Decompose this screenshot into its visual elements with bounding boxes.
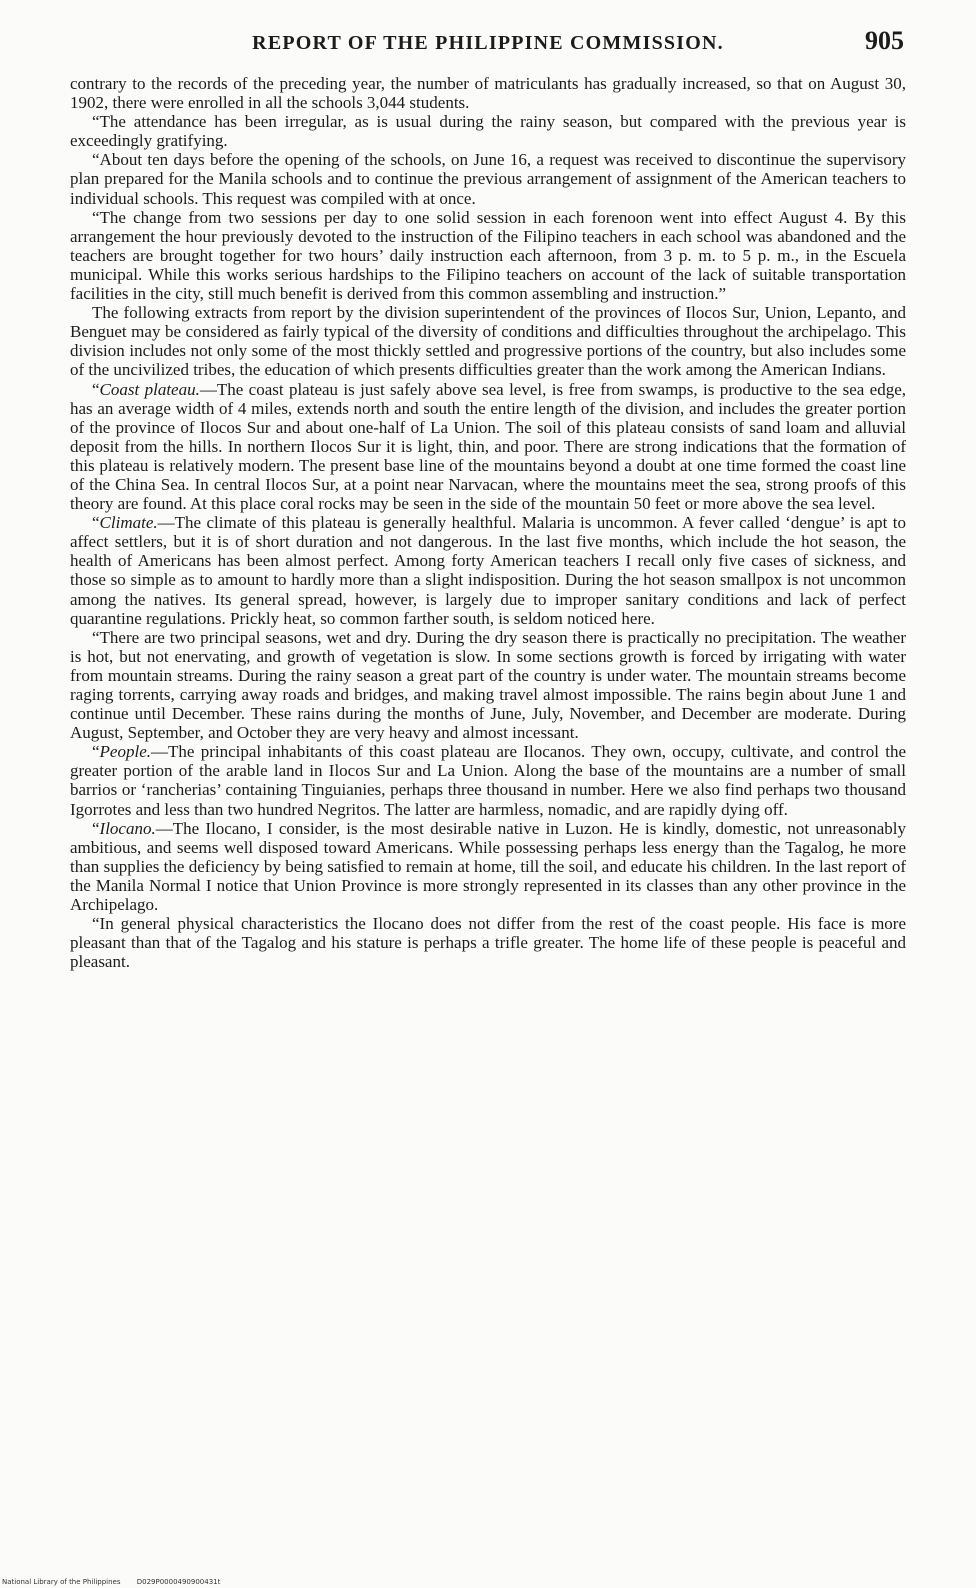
paragraph-people: “People.—The principal inhabitants of this coast plateau are Ilocanos. They own, occupy, cultivate, and control the greater portion of the arable land in Ilocos Sur and La Union. Along the base of the mountains are a number of small barrios or ‘rancherias’ containing Tinguianies, perhaps three thousand in number. Here we also find perhaps two thousand Igorrotes and less than two hundred Negritos. The latter are harmless, nomadic, and are rapidly dying off. xyxy=(70,742,906,819)
paragraph-ilocano: “Ilocano.—The Ilocano, I consider, is the most desirable native in Luzon. He is kindly, domestic, not unreasonably ambitious, and seems well disposed toward Americans. While possessing perhaps less energy than the Tagalog, he more than supplies the deficiency by being satisfied to remain at home, till the soil, and educate his children. In the last report of the Manila Normal I notice that Union Province is more strongly represented in its classes than any other province in the Archipelago. xyxy=(70,818,906,915)
section-heading-people: People. xyxy=(99,742,151,762)
running-title: REPORT OF THE PHILIPPINE COMMISSION. xyxy=(252,32,724,54)
paragraph-coast-plateau: “Coast plateau.—The coast plateau is just safely above sea level, is free from swamps, is productive to the sea edge, has an average width of 4 miles, extends north and south the entire length of the division, and includes the greater portion of the province of Ilocos Sur and about one-half of La Union. The soil of this plateau consists of sand loam and alluvial deposit from the hills. In northern Ilocos Sur it is light, thin, and poor. There are strong indications that the formation of this plateau is relatively modern. The present base line of the mountains beyond a doubt at one time formed the coast line of the China Sea. In central Ilocos Sur, at a point near Narvacan, where the mountains meet the sea, strong proofs of this theory are found. At this place coral rocks may be seen in the side of the mountain 50 feet or more above the sea level. xyxy=(70,379,906,514)
footer-id: D029P0000490900431t xyxy=(136,1578,221,1586)
paragraph-5: The following extracts from report by the division superintendent of the provinces of Ilocos Sur, Union, Lepanto, and Benguet may be considered as fairly typical of the diversity of conditions and difficulties throughout the archipelago. This division includes not only some of the most thickly settled and progressive portions of the country, but also includes some of the uncivilized tribes, the education of which presents difficulties greater than the work among the American Indians. xyxy=(70,303,906,380)
paragraph-2: “The attendance has been irregular, as is usual during the rainy season, but compared with the previous year is exceedingly gratifying. xyxy=(70,112,906,151)
section-heading-climate: Climate. xyxy=(99,513,158,533)
paragraph-1: contrary to the records of the preceding year, the number of matriculants has gradually increased, so that on August 30, 1902, there were enrolled in all the schools 3,044 students. xyxy=(70,74,906,113)
paragraph-4: “The change from two sessions per day to one solid session in each forenoon went into effect August 4. By this arrangement the hour previously devoted to the instruction of the Filipino teachers in each school was abandoned and the teachers are brought together for two hours’ daily instruction each afternoon, from 3 p. m. to 5 p. m., in the Escuela municipal. While this works serious hardships to the Filipino teachers on account of the lack of suitable transportation facilities in the city, still much benefit is derived from this common assembling and instruction.” xyxy=(70,207,906,304)
paragraph-climate: “Climate.—The climate of this plateau is generally healthful. Malaria is uncommon. A fever called ‘dengue’ is apt to affect settlers, but it is of short duration and not dangerous. In the last five months, which include the hot season, the health of Americans has been almost perfect. Among forty American teachers I recall only five cases of sickness, and those so simple as to amount to hardly more than a slight indisposition. During the hot season smallpox is not uncommon among the natives. Its general spread, however, is largely due to improper sanitary conditions and lack of perfect quarantine regulations. Prickly heat, so common farther south, is seldom noticed here. xyxy=(70,513,906,628)
paragraph-physical: “In general physical characteristics the Ilocano does not differ from the rest of the coast people. His face is more pleasant than that of the Tagalog and his stature is perhaps a trifle greater. The home life of these people is peaceful and pleasant. xyxy=(70,914,906,972)
paragraph-seasons: “There are two principal seasons, wet and dry. During the dry season there is practically no precipitation. The weather is hot, but not enervating, and growth of vegetation is slow. In some sections growth is forced by irrigating with water from mountain streams. During the rainy season a great part of the country is under water. The mountain streams become raging torrents, carrying away roads and bridges, and making travel almost impossible. The rains begin about June 1 and continue until December. These rains during the months of June, July, November, and December are moderate. During August, September, and October they are very heavy and almost incessant. xyxy=(70,627,906,743)
section-heading-coast-plateau: Coast plateau. xyxy=(99,379,200,399)
page-header xyxy=(70,24,906,64)
page-number: 905 xyxy=(865,26,904,55)
body-text xyxy=(70,74,906,971)
paragraph-3: “About ten days before the opening of the schools, on June 16, a request was received to discontinue the supervisory plan prepared for the Manila schools and to continue the previous arrangement of assignment of the American teachers to individual schools. This request was compiled with at once. xyxy=(70,150,906,208)
page-footer xyxy=(2,1578,234,1586)
footer-library: National Library of the Philippines xyxy=(2,1578,121,1586)
section-heading-ilocano: Ilocano. xyxy=(99,818,156,838)
